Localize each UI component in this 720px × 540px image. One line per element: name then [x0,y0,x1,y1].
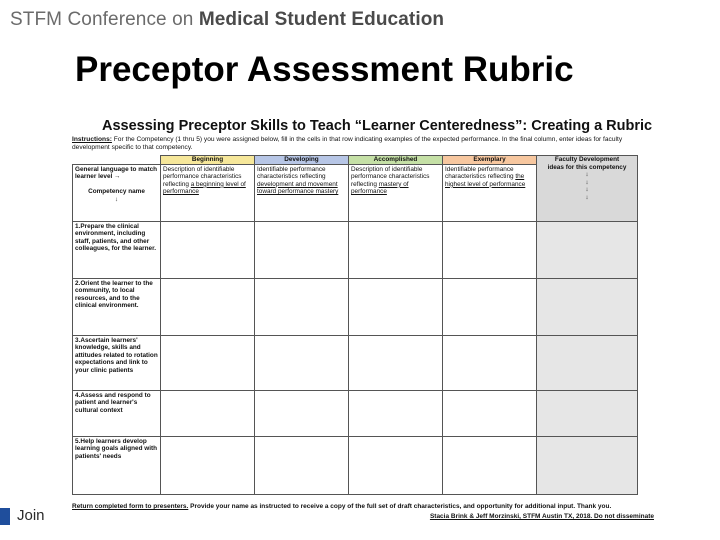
column-exemplary: Exemplary [443,156,537,165]
faculty-dev-label: Faculty Development [554,156,620,163]
join-link[interactable]: Join [17,507,45,524]
accomplished-desc-underline: mastery of performance [351,180,409,196]
slide-title: Preceptor Assessment Rubric [75,50,574,89]
faculty-ideas-label: ideas for this competency [547,163,627,171]
competency-name-label: Competency name [88,188,145,196]
input-cell[interactable] [349,221,443,278]
input-cell[interactable] [161,278,255,335]
competency-row-2 [73,278,638,335]
competency-label: 1.Prepare the clinical environment, including staff, patients, and other colleagues, for the learner. [73,221,161,278]
beginning-desc-underline: a beginning level of performance [163,180,246,196]
input-cell[interactable] [349,278,443,335]
rubric-table [72,155,638,495]
competency-row-5 [73,436,638,494]
footer-credit: Stacia Brink & Jeff Morzinski, STFM Austin TX, 2018. Do not disseminate [429,513,654,520]
input-cell[interactable] [443,390,537,436]
competency-label: 3.Ascertain learners' knowledge, skills and attitudes related to rotation expectations and link to your clinic patients [73,335,161,390]
down-arrow-icon: ↓ [114,195,119,203]
competency-label: 5.Help learners develop learning goals aligned with patients' needs [73,436,161,494]
developing-desc-text: Identifiable performance characteristics reflecting [257,165,326,181]
footer-text: Provide your name as instructed to receive a copy of the full set of draft characteristics, and opportunity for additional input. Thank you. [188,503,612,510]
header-blank [73,156,161,165]
accomplished-descriptor [349,164,443,221]
input-cell[interactable] [443,278,537,335]
beginning-descriptor [161,164,255,221]
competency-label: 4.Assess and respond to patient and learner's cultural context [73,390,161,436]
down-arrow-icon: ↓ [585,171,589,179]
accomplished-desc-text: Description of identifiable performance characteristics reflecting [351,165,430,188]
input-cell[interactable] [255,278,349,335]
faculty-cell[interactable] [537,221,638,278]
exemplary-descriptor [443,164,537,221]
column-accomplished: Accomplished [349,156,443,165]
instructions-text: For the Competency (1 thru 5) you were assigned below, fill in the cells in that row indicating examples of the expected performance. In the final column, enter ideas for faculty development specific to that competency. [72,136,623,152]
input-cell[interactable] [349,335,443,390]
input-cell[interactable] [161,335,255,390]
faculty-cell[interactable] [537,278,638,335]
developing-desc-underline: development and movement toward performance mastery [257,180,339,196]
competency-row-1 [73,221,638,278]
faculty-cell[interactable] [537,390,638,436]
competency-label: 2.Orient the learner to the community, to local resources, and to the clinical environment. [73,278,161,335]
rubric-document [70,116,660,526]
footer-return: Return completed form to presenters. [72,503,189,510]
table-header-row [73,156,638,165]
input-cell[interactable] [161,436,255,494]
descriptor-label-cell [73,164,161,221]
input-cell[interactable] [255,436,349,494]
general-language-label: General language to match learner level → [75,165,158,181]
faculty-cell[interactable] [537,436,638,494]
beginning-desc-text: Description of identifiable performance characteristics reflecting [163,165,242,188]
instructions-label: Instructions: [72,136,112,143]
instructions [72,136,657,152]
exemplary-desc-underline: the highest level of performance [445,173,526,188]
footer-instructions [72,503,611,510]
column-beginning: Beginning [161,156,255,165]
faculty-cell[interactable] [537,335,638,390]
column-developing: Developing [255,156,349,165]
down-arrow-icon: ↓ [585,178,589,186]
input-cell[interactable] [161,390,255,436]
document-title: Assessing Preceptor Skills to Teach “Learner Centeredness”: Creating a Rubric [102,118,653,134]
conference-header-prefix: STFM Conference on [10,9,199,30]
down-arrow-icon: ↓ [585,186,589,194]
developing-descriptor [255,164,349,221]
input-cell[interactable] [443,335,537,390]
conference-header [10,9,444,31]
column-faculty-development [537,156,638,222]
input-cell[interactable] [255,221,349,278]
input-cell[interactable] [349,436,443,494]
input-cell[interactable] [443,436,537,494]
input-cell[interactable] [161,221,255,278]
competency-row-3 [73,335,638,390]
exemplary-desc-text: Identifiable performance characteristics reflecting [445,165,514,181]
down-arrow-icon: ↓ [585,193,589,201]
input-cell[interactable] [443,221,537,278]
conference-header-bold: Medical Student Education [198,9,445,30]
input-cell[interactable] [255,390,349,436]
competency-row-4 [73,390,638,436]
input-cell[interactable] [255,335,349,390]
join-accent-bar [0,508,10,525]
input-cell[interactable] [349,390,443,436]
